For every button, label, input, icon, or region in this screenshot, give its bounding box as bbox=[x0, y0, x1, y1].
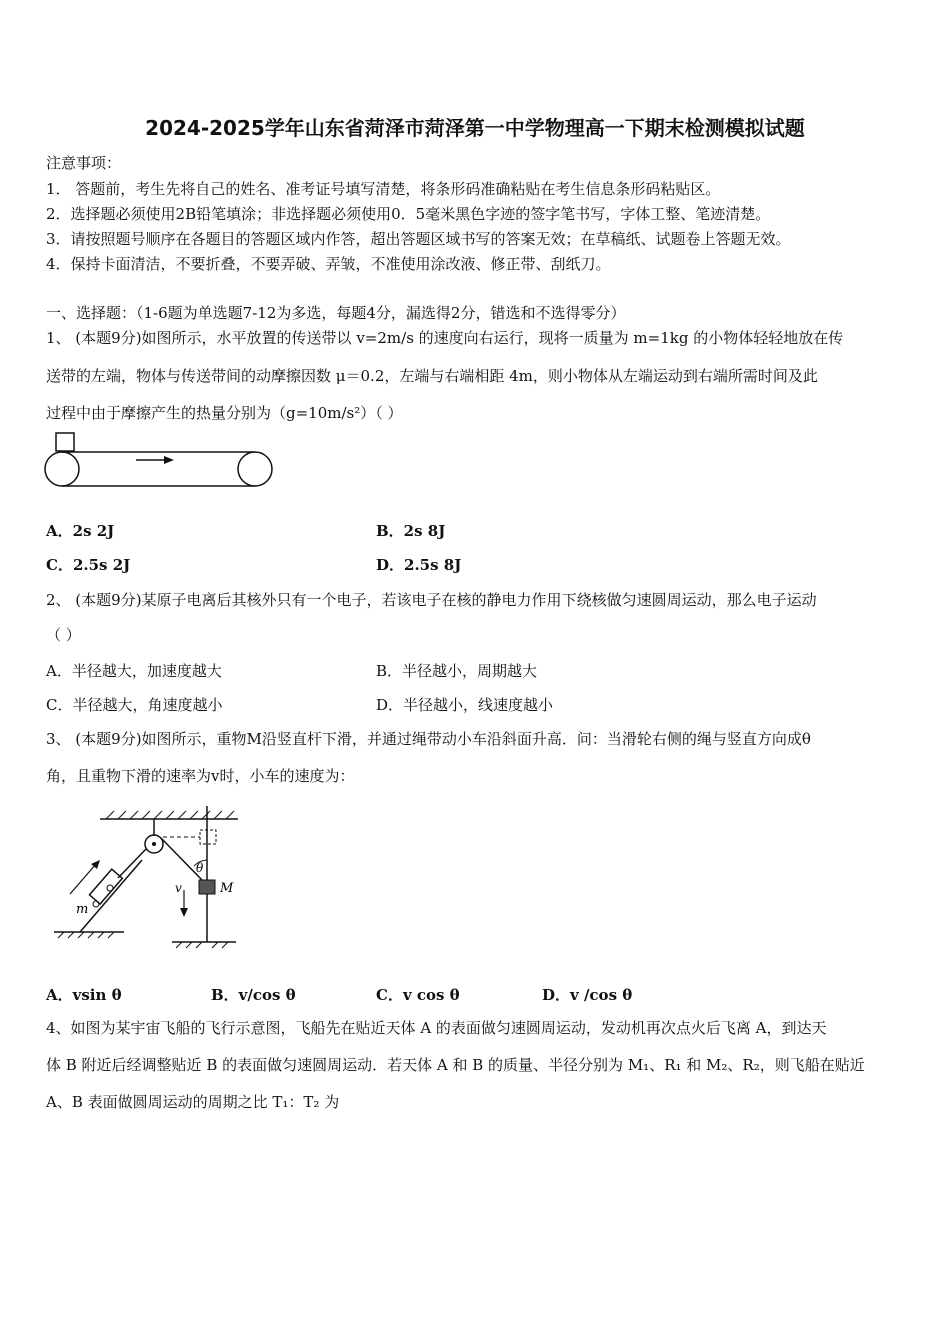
q2-option-d[interactable]: D．半径越小，线速度越小 bbox=[376, 696, 554, 714]
label-big-m: M bbox=[220, 881, 234, 896]
notice-item: 1． 答题前，考生先将自己的姓名、准考证号填写清楚，将条形码准确粘贴在考生信息条形码粘贴区。 bbox=[46, 180, 721, 198]
cart bbox=[89, 869, 122, 904]
q2-text-line: （ ） bbox=[46, 626, 81, 644]
q1-option-d[interactable]: D．2.5s 8J bbox=[376, 556, 462, 574]
notice-item: 4．保持卡面清洁，不要折叠，不要弄破、弄皱，不准使用涂改液、修正带、刮纸刀。 bbox=[46, 255, 611, 273]
q1-text-line: 1、 (本题9分)如图所示，水平放置的传送带以 v=2m/s 的速度向右运行，现将一质量为 m=1kg 的小物体轻轻地放在传 bbox=[46, 329, 844, 347]
notice-item: 2．选择题必须使用2B铅笔填涂；非选择题必须使用0．5毫米黑色字迹的签字笔书写，字体工整、笔迹清楚。 bbox=[46, 205, 771, 223]
q4-text-line: A、B 表面做圆周运动的周期之比 T₁：T₂ 为 bbox=[46, 1093, 340, 1111]
notice-item: 3．请按照题号顺序在各题目的答题区域内作答，超出答题区域书写的答案无效；在草稿纸、试题卷上答题无效。 bbox=[46, 230, 791, 248]
q1-option-a[interactable]: A．2s 2J bbox=[46, 522, 115, 540]
q1-option-b[interactable]: B．2s 8J bbox=[376, 522, 446, 540]
right-pulley bbox=[238, 452, 272, 486]
q4-text-line: 4、如图为某宇宙飞船的飞行示意图，飞船先在贴近天体 A 的表面做匀速圆周运动，发动机再次点火后飞离 A，到达天 bbox=[46, 1019, 827, 1037]
label-v: v bbox=[175, 881, 182, 895]
conveyor-belt-figure bbox=[44, 430, 276, 490]
q3-option-c[interactable]: C．v cos θ bbox=[376, 986, 460, 1004]
q2-option-b[interactable]: B．半径越小，周期越大 bbox=[376, 662, 538, 680]
q3-text-line: 角，且重物下滑的速率为v时，小车的速度为： bbox=[46, 767, 355, 785]
q3-option-a[interactable]: A．vsin θ bbox=[46, 986, 122, 1004]
q1-text-line: 送带的左端，物体与传送带间的动摩擦因数 μ＝0.2，左端与右端相距 4m，则小物体从左端运动到右端所需时间及此 bbox=[46, 367, 818, 385]
q2-option-a[interactable]: A．半径越大，加速度越大 bbox=[46, 662, 222, 680]
q2-text-line: 2、 (本题9分)某原子电离后其核外只有一个电子，若该电子在核的静电力作用下绕核做匀速圆周运动，那么电子运动 bbox=[46, 591, 817, 609]
q1-option-c[interactable]: C．2.5s 2J bbox=[46, 556, 131, 574]
q1-text-line: 过程中由于摩擦产生的热量分别为（g=10m/s²）（ ） bbox=[46, 404, 403, 422]
q2-option-c[interactable]: C．半径越大，角速度越小 bbox=[46, 696, 223, 714]
section-heading: 一、选择题：（1-6题为单选题7-12为多选，每题4分，漏选得2分，错选和不选得零分） bbox=[46, 304, 626, 322]
block-m bbox=[199, 880, 215, 894]
small-block bbox=[56, 433, 74, 451]
left-pulley bbox=[45, 452, 79, 486]
q3-option-b[interactable]: B．v/cos θ bbox=[211, 986, 296, 1004]
label-theta: θ bbox=[196, 861, 204, 875]
pulley-incline-figure bbox=[44, 792, 244, 950]
q3-text-line: 3、 (本题9分)如图所示，重物M沿竖直杆下滑，并通过绳带动小车沿斜面升高．问：当滑轮右侧的绳与竖直方向成θ bbox=[46, 730, 811, 748]
q3-option-d[interactable]: D．v /cos θ bbox=[542, 986, 633, 1004]
page-title: 2024-2025学年山东省菏泽市菏泽第一中学物理高一下期末检测模拟试题 bbox=[145, 116, 805, 140]
label-small-m: m bbox=[76, 902, 89, 917]
notice-heading: 注意事项： bbox=[46, 154, 122, 172]
q4-text-line: 体 B 附近后经调整贴近 B 的表面做匀速圆周运动．若天体 A 和 B 的质量、半径分别为 M₁、R₁ 和 M₂、R₂，则飞船在贴近 bbox=[46, 1056, 865, 1074]
